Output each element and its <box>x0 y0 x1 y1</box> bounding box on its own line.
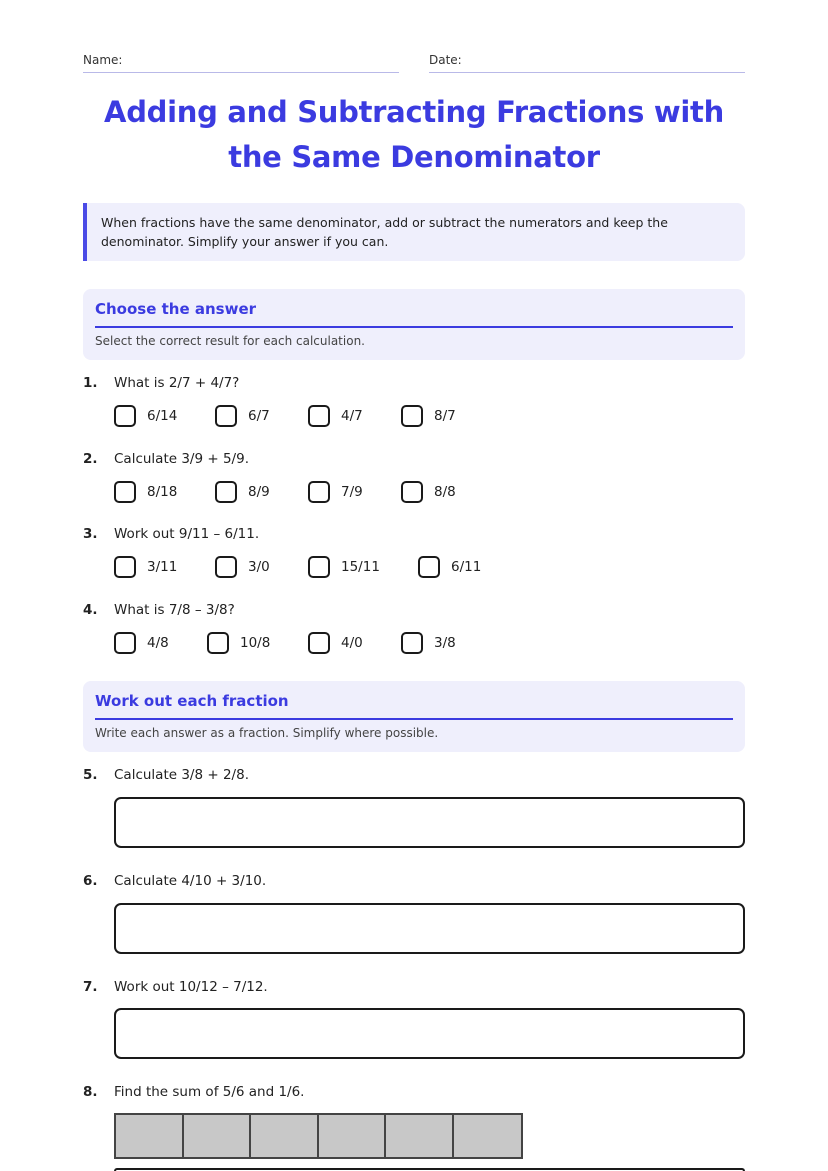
checkbox[interactable] <box>401 481 423 503</box>
question-text: What is 7/8 – 3/8? <box>114 602 235 618</box>
option-label: 6/14 <box>147 408 178 424</box>
question-number: 2. <box>83 451 98 467</box>
option-label: 8/18 <box>147 484 178 500</box>
name-field[interactable] <box>83 53 399 73</box>
section-divider <box>95 326 733 328</box>
option-label: 3/0 <box>248 559 270 575</box>
option-label: 4/0 <box>341 635 363 651</box>
option-label: 8/8 <box>434 484 456 500</box>
section-subtitle: Select the correct result for each calculation. <box>95 334 365 348</box>
page-title: Adding and Subtracting Fractions with the Same Denominator <box>104 95 724 174</box>
question-number: 6. <box>83 873 98 889</box>
fraction-bar-part <box>251 1115 319 1157</box>
question-number: 8. <box>83 1084 98 1100</box>
question-text: Work out 9/11 – 6/11. <box>114 526 260 542</box>
checkbox[interactable] <box>114 556 136 578</box>
option-label: 8/7 <box>434 408 456 424</box>
answer-input[interactable] <box>114 797 745 848</box>
fraction-bar-part <box>184 1115 252 1157</box>
checkbox[interactable] <box>401 632 423 654</box>
intro-callout: When fractions have the same denominator, add or subtract the numerators and keep the denominator. Simplify your answer if you can. <box>83 203 745 261</box>
checkbox[interactable] <box>418 556 440 578</box>
checkbox[interactable] <box>215 481 237 503</box>
section-divider <box>95 718 733 720</box>
option-label: 4/7 <box>341 408 363 424</box>
question-number: 4. <box>83 602 98 618</box>
checkbox[interactable] <box>308 632 330 654</box>
fraction-bar-part <box>386 1115 454 1157</box>
checkbox[interactable] <box>215 556 237 578</box>
question-text: Calculate 3/8 + 2/8. <box>114 767 249 783</box>
option-label: 8/9 <box>248 484 270 500</box>
question-text: Work out 10/12 – 7/12. <box>114 979 268 995</box>
fraction-bar-part <box>454 1115 522 1157</box>
date-label: Date: <box>429 53 462 67</box>
question-text: What is 2/7 + 4/7? <box>114 375 240 391</box>
option-label: 3/8 <box>434 635 456 651</box>
option-label: 3/11 <box>147 559 178 575</box>
option-label: 15/11 <box>341 559 380 575</box>
option-label: 6/11 <box>451 559 482 575</box>
question-text: Calculate 3/9 + 5/9. <box>114 451 249 467</box>
answer-input[interactable] <box>114 903 745 954</box>
answer-input[interactable] <box>114 1008 745 1059</box>
checkbox[interactable] <box>114 405 136 427</box>
section-subtitle: Write each answer as a fraction. Simplify where possible. <box>95 726 439 740</box>
checkbox[interactable] <box>401 405 423 427</box>
checkbox[interactable] <box>308 405 330 427</box>
question-text: Find the sum of 5/6 and 1/6. <box>114 1084 305 1100</box>
checkbox[interactable] <box>114 632 136 654</box>
option-label: 6/7 <box>248 408 270 424</box>
section-choose-answer <box>83 289 745 360</box>
fraction-bar-part <box>116 1115 184 1157</box>
question-text: Calculate 4/10 + 3/10. <box>114 873 267 889</box>
checkbox[interactable] <box>207 632 229 654</box>
question-number: 1. <box>83 375 98 391</box>
question-number: 7. <box>83 979 98 995</box>
checkbox[interactable] <box>215 405 237 427</box>
question-number: 5. <box>83 767 98 783</box>
header-row <box>83 53 745 73</box>
option-label: 4/8 <box>147 635 169 651</box>
checkbox[interactable] <box>308 556 330 578</box>
option-label: 7/9 <box>341 484 363 500</box>
name-label: Name: <box>83 53 123 67</box>
fraction-bar-part <box>319 1115 387 1157</box>
fraction-bar <box>114 1113 523 1159</box>
section-title: Choose the answer <box>95 300 257 318</box>
date-field[interactable] <box>429 53 745 73</box>
option-label: 10/8 <box>240 635 271 651</box>
checkbox[interactable] <box>114 481 136 503</box>
section-work-out <box>83 681 745 752</box>
checkbox[interactable] <box>308 481 330 503</box>
question-number: 3. <box>83 526 98 542</box>
section-title: Work out each fraction <box>95 692 289 710</box>
